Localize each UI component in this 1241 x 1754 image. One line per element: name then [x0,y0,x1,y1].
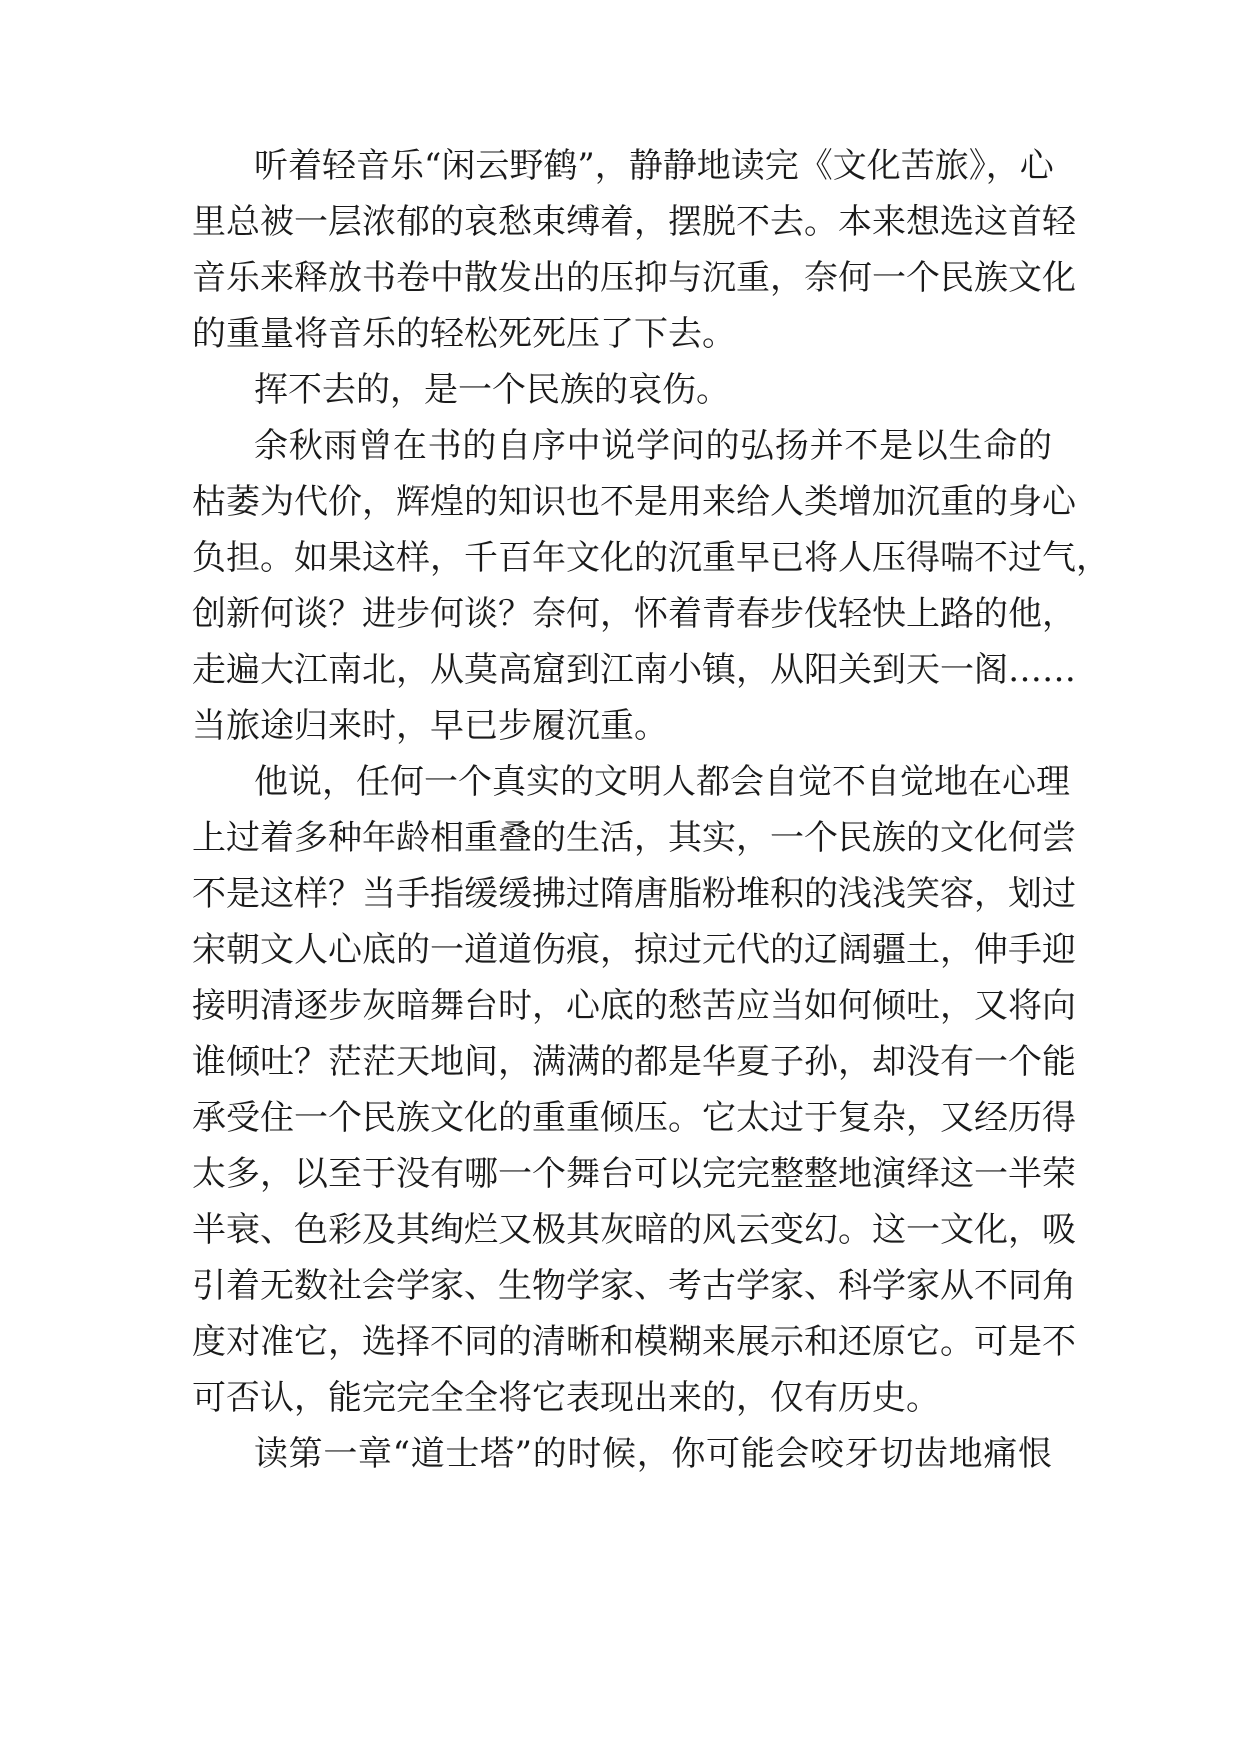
text-line-4: 的重量将音乐的轻松死死压了下去。 [192,314,736,354]
text-line-5: 挥不去的，是一个民族的哀伤。 [254,370,730,410]
text-line-23: 可否认，能完完全全将它表现出来的，仅有历史。 [192,1378,940,1418]
text-line-1: 听着轻音乐“闲云野鹤”，静静地读完《文化苦旅》，心 [254,146,1054,186]
text-line-17: 谁倾吐？茫茫天地间，满满的都是华夏子孙，却没有一个能 [192,1042,1076,1082]
text-line-6: 余秋雨曾在书的自序中说学问的弘扬并不是以生命的 [254,426,1052,466]
text-line-19: 太多，以至于没有哪一个舞台可以完完整整地演绎这一半荣 [192,1154,1076,1194]
text-line-9: 创新何谈？进步何谈？奈何，怀着青春步伐轻快上路的他， [192,594,1076,634]
text-line-20: 半衰、色彩及其绚烂又极其灰暗的风云变幻。这一文化，吸 [192,1210,1076,1250]
text-line-16: 接明清逐步灰暗舞台时，心底的愁苦应当如何倾吐，又将向 [192,986,1076,1026]
text-line-14: 不是这样？当手指缓缓拂过隋唐脂粉堆积的浅浅笑容，划过 [192,874,1076,914]
text-line-12: 他说，任何一个真实的文明人都会自觉不自觉地在心理 [254,762,1070,802]
text-line-10: 走遍大江南北，从莫高窟到江南小镇，从阳关到天一阁…… [192,650,1076,690]
text-line-11: 当旅途归来时，早已步履沉重。 [192,706,668,746]
text-line-2: 里总被一层浓郁的哀愁束缚着，摆脱不去。本来想选这首轻 [192,202,1076,242]
text-line-15: 宋朝文人心底的一道道伤痕，掠过元代的辽阔疆土，伸手迎 [192,930,1076,970]
text-line-7: 枯萎为代价，辉煌的知识也不是用来给人类增加沉重的身心 [192,482,1076,522]
text-line-13: 上过着多种年龄相重叠的生活，其实，一个民族的文化何尝 [192,818,1076,858]
text-line-21: 引着无数社会学家、生物学家、考古学家、科学家从不同角 [192,1266,1076,1306]
text-line-24: 读第一章“道士塔”的时候，你可能会咬牙切齿地痛恨 [254,1434,1052,1474]
text-line-8: 负担。如果这样，千百年文化的沉重早已将人压得喘不过气， [192,538,1110,578]
text-line-22: 度对准它，选择不同的清晰和模糊来展示和还原它。可是不 [192,1322,1076,1362]
text-line-3: 音乐来释放书卷中散发出的压抑与沉重，奈何一个民族文化 [192,258,1076,298]
text-line-18: 承受住一个民族文化的重重倾压。它太过于复杂，又经历得 [192,1098,1076,1138]
